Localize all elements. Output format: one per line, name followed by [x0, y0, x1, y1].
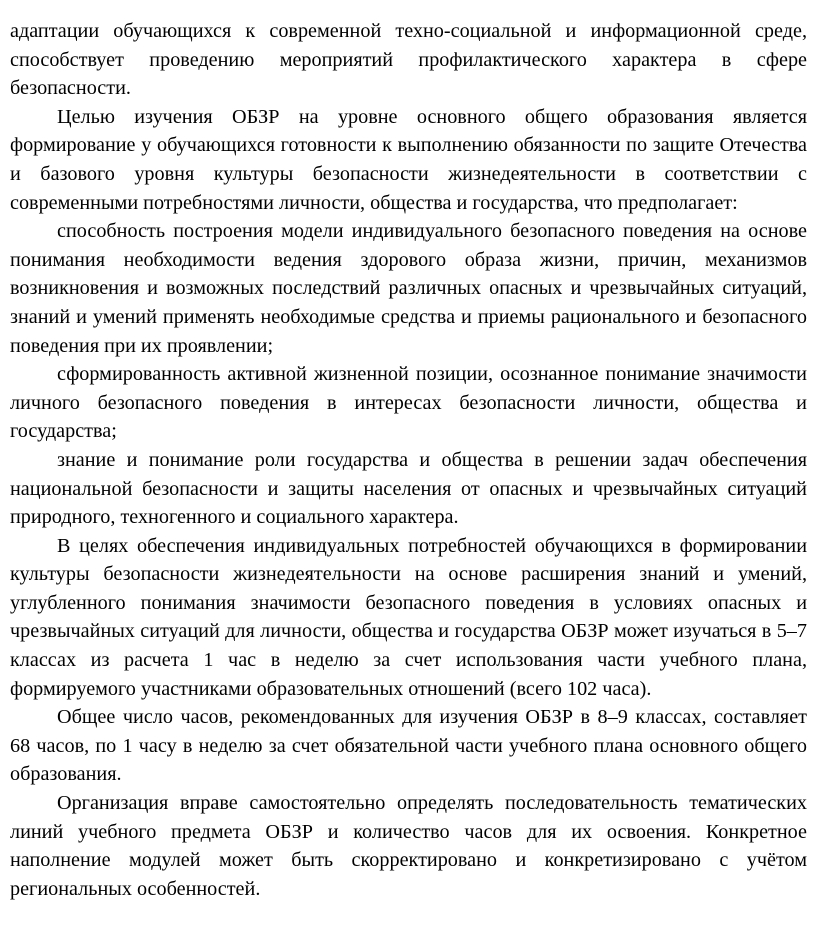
paragraph-item-model: способность построения модели индивидуального безопасного поведения на основе понимания необходимости ведения здорового образа жизни, причин, механизмов возникновения и возможных последствий различных опасных и чрезвычайных ситуаций, знаний и умений применять необходимые средства и приемы рационального и безопасного поведения при их проявлении;: [10, 220, 807, 357]
paragraph-hours-5-7: В целях обеспечения индивидуальных потребностей обучающихся в формировании культуры безопасности жизнедеятельности на основе расширения знаний и умений, углубленного понимания значимости безопасного поведения в условиях опасных и чрезвычайных ситуаций для личности, общества и государства ОБЗР может изучаться в 5–7 классах из расчета 1 час в неделю за счет использования части учебного плана, формируемого участниками образовательных отношений (всего 102 часа).: [10, 534, 807, 700]
paragraph-continuation: адаптации обучающихся к современной техно-социальной и информационной среде, способствует проведению мероприятий профилактического характера в сфере безопасности.: [10, 20, 807, 100]
paragraph-goal: Целью изучения ОБЗР на уровне основного общего образования является формирование у обучающихся готовности к выполнению обязанности по защите Отечества и базового уровня культуры безопасности жизнедеятельности в соответствии с современными потребностями личности, общества и государства, что предполагает:: [10, 105, 807, 214]
paragraph-hours-8-9: Общее число часов, рекомендованных для изучения ОБЗР в 8–9 классах, составляет 68 часов, по 1 часу в неделю за счет обязательной части учебного плана основного общего образования.: [10, 706, 807, 786]
paragraph-item-position: сформированность активной жизненной позиции, осознанное понимание значимости личного безопасного поведения в интересах безопасности личности, общества и государства;: [10, 363, 807, 443]
paragraph-item-knowledge: знание и понимание роли государства и общества в решении задач обеспечения национальной безопасности и защиты населения от опасных и чрезвычайных ситуаций природного, техногенного и социального характера.: [10, 448, 807, 529]
paragraph-organization: Организация вправе самостоятельно определять последовательность тематических линий учебного предмета ОБЗР и количество часов для их освоения. Конкретное наполнение модулей может быть скорректировано и конкретизировано с учётом региональных особенностей.: [10, 792, 807, 900]
